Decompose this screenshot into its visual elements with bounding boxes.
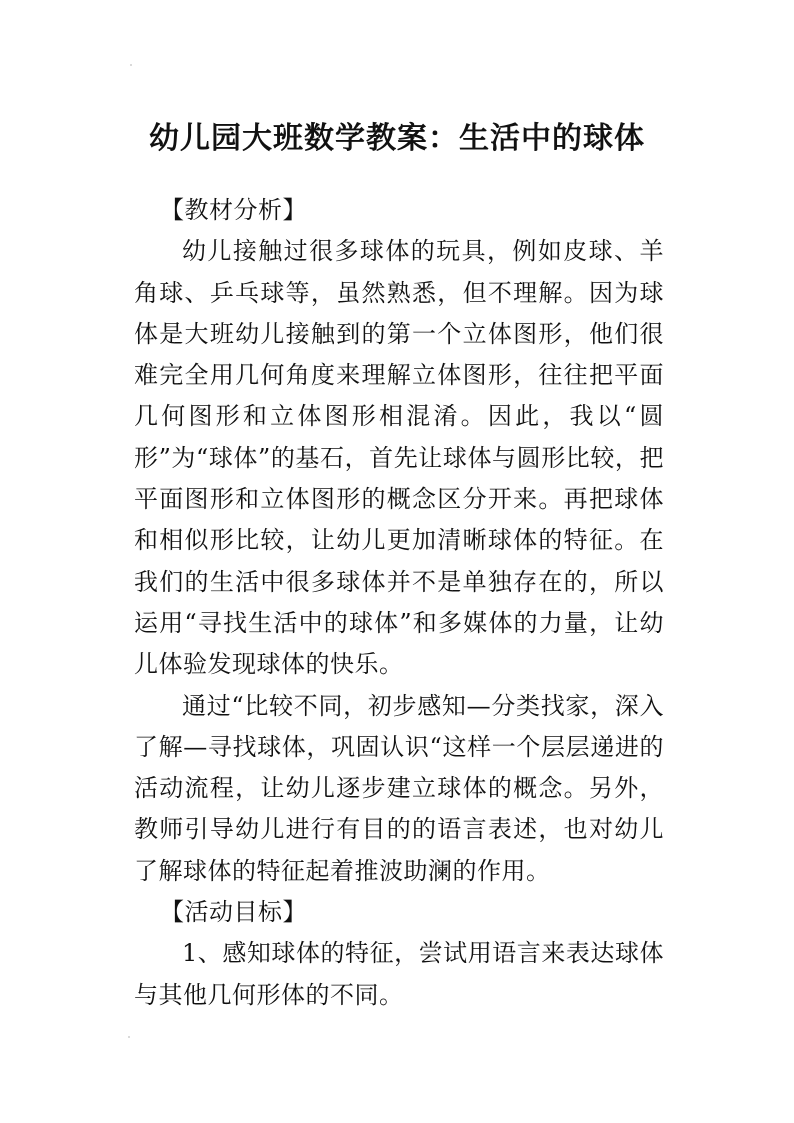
- section-heading-goals: 【活动目标】: [160, 898, 307, 927]
- paragraph: 幼儿接触过很多球体的玩具，例如皮球、羊角球、乒乓球等，虽然熟悉，但不理解。因为球体是大班幼儿接触到的第一个立体图形，他们很难完全用几何角度来理解立体图形，往往把平面几何图形和立体图形相混淆。因此，我以“圆形”为“球体”的基石，首先让球体与圆形比较，把平面图形和立体图形的概念区分开来。再把球体和相似形比较，让幼儿更加清晰球体的特征。在我们的生活中很多球体并不是单独存在的，所以运用“寻找生活中的球体”和多媒体的力量，让幼儿体验发现球体的快乐。: [134, 237, 664, 679]
- scan-speck: [130, 64, 132, 66]
- document-body: [134, 190, 664, 1016]
- paragraph: 通过“比较不同，初步感知—分类找家，深入了解—寻找球体，巩固认识“这样一个层层递进的活动流程，让幼儿逐步建立球体的概念。另外，教师引导幼儿进行有目的的语言表述，也对幼儿了解球体的特征起着推波助澜的作用。: [134, 691, 664, 885]
- scan-speck: [128, 1036, 130, 1038]
- section-heading-analysis: 【教材分析】: [160, 196, 307, 224]
- paragraph: 1、感知球体的特征，尝试用语言来表达球体与其他几何形体的不同。: [134, 939, 664, 1009]
- document-title: 幼儿园大班数学教案：生活中的球体: [149, 121, 645, 157]
